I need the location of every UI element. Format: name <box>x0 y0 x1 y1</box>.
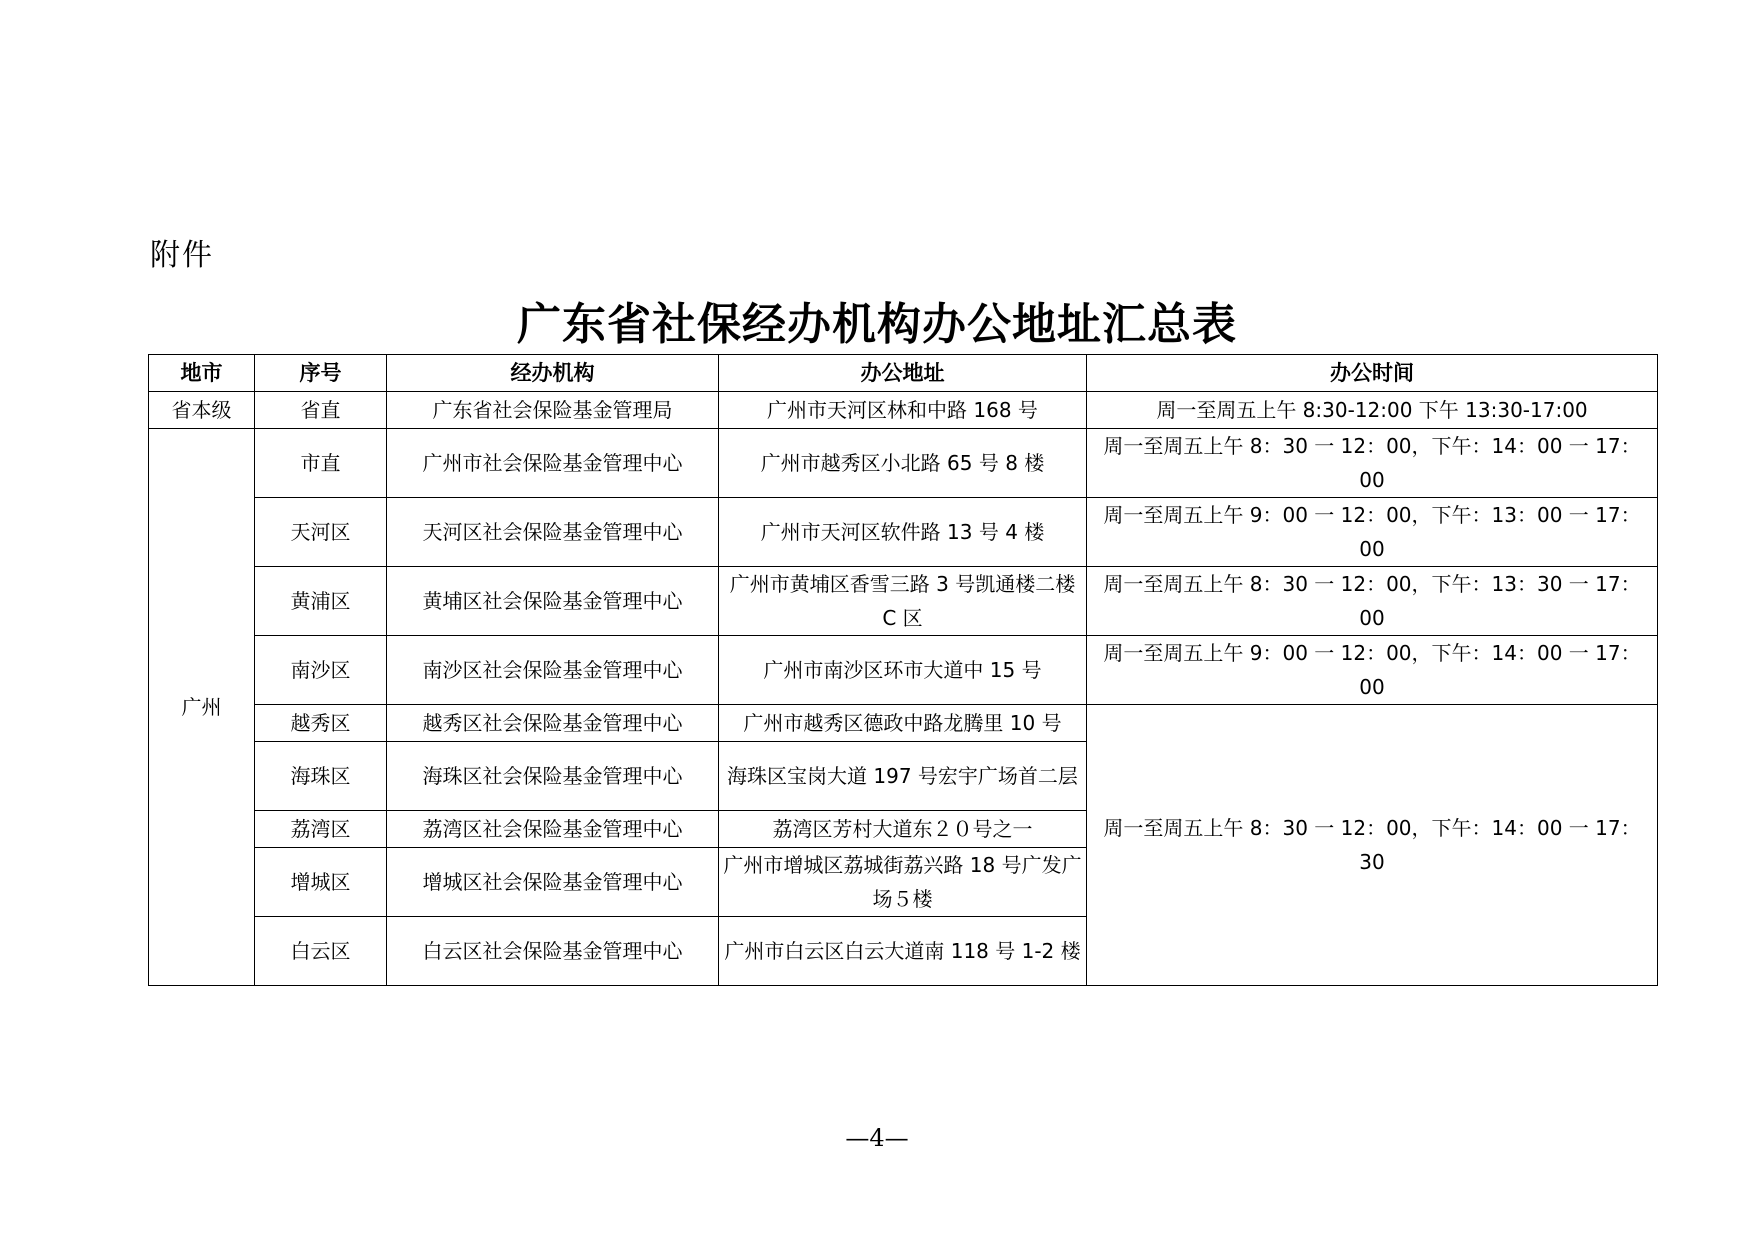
address-cell: 广州市越秀区德政中路龙腾里 10 号 <box>719 705 1087 742</box>
address-cell: 广州市天河区软件路 13 号 4 楼 <box>719 498 1087 567</box>
shared-hours-cell: 周一至周五上午 8：30 一 12：00，下午：14：00 一 17：30 <box>1087 705 1658 986</box>
table-row <box>149 636 1658 705</box>
address-cell: 广州市白云区白云大道南 118 号 1-2 楼 <box>719 917 1087 986</box>
seq-cell: 天河区 <box>255 498 387 567</box>
office-address-table <box>148 354 1658 986</box>
table-row <box>149 567 1658 636</box>
city-cell: 省本级 <box>149 392 255 429</box>
address-cell: 广州市越秀区小北路 65 号 8 楼 <box>719 429 1087 498</box>
address-cell: 广州市增城区荔城街荔兴路 18 号广发广场５楼 <box>719 848 1087 917</box>
agency-cell: 广东省社会保险基金管理局 <box>387 392 719 429</box>
address-cell: 荔湾区芳村大道东２０号之一 <box>719 811 1087 848</box>
seq-cell: 省直 <box>255 392 387 429</box>
agency-cell: 南沙区社会保险基金管理中心 <box>387 636 719 705</box>
header-row <box>149 355 1658 392</box>
hours-cell: 周一至周五上午 8：30 一 12：00，下午：13：30 一 17：00 <box>1087 567 1658 636</box>
address-cell: 海珠区宝岗大道 197 号宏宇广场首二层 <box>719 742 1087 811</box>
seq-cell: 南沙区 <box>255 636 387 705</box>
agency-cell: 广州市社会保险基金管理中心 <box>387 429 719 498</box>
hours-cell: 周一至周五上午 8:30-12:00 下午 13:30-17:00 <box>1087 392 1658 429</box>
agency-cell: 黄埔区社会保险基金管理中心 <box>387 567 719 636</box>
agency-cell: 荔湾区社会保险基金管理中心 <box>387 811 719 848</box>
city-cell: 广州 <box>149 429 255 986</box>
seq-cell: 黄浦区 <box>255 567 387 636</box>
agency-cell: 白云区社会保险基金管理中心 <box>387 917 719 986</box>
address-cell: 广州市天河区林和中路 168 号 <box>719 392 1087 429</box>
address-cell: 广州市南沙区环市大道中 15 号 <box>719 636 1087 705</box>
agency-cell: 天河区社会保险基金管理中心 <box>387 498 719 567</box>
agency-cell: 海珠区社会保险基金管理中心 <box>387 742 719 811</box>
attachment-label: 附件 <box>150 238 214 273</box>
seq-cell: 荔湾区 <box>255 811 387 848</box>
seq-cell: 海珠区 <box>255 742 387 811</box>
table-row <box>149 392 1658 429</box>
table-row <box>149 705 1658 742</box>
address-cell: 广州市黄埔区香雪三路 3 号凯通楼二楼 C 区 <box>719 567 1087 636</box>
seq-cell: 增城区 <box>255 848 387 917</box>
page-number: —4— <box>845 1124 909 1152</box>
header-address: 办公地址 <box>719 355 1087 392</box>
hours-cell: 周一至周五上午 8：30 一 12：00，下午：14：00 一 17：00 <box>1087 429 1658 498</box>
agency-cell: 越秀区社会保险基金管理中心 <box>387 705 719 742</box>
header-agency: 经办机构 <box>387 355 719 392</box>
seq-cell: 白云区 <box>255 917 387 986</box>
table-row <box>149 429 1658 498</box>
agency-cell: 增城区社会保险基金管理中心 <box>387 848 719 917</box>
seq-cell: 市直 <box>255 429 387 498</box>
header-city: 地市 <box>149 355 255 392</box>
table-row <box>149 498 1658 567</box>
seq-cell: 越秀区 <box>255 705 387 742</box>
hours-cell: 周一至周五上午 9：00 一 12：00，下午：13：00 一 17：00 <box>1087 498 1658 567</box>
header-seq: 序号 <box>255 355 387 392</box>
header-hours: 办公时间 <box>1087 355 1658 392</box>
document-title: 广东省社保经办机构办公地址汇总表 <box>517 299 1237 350</box>
hours-cell: 周一至周五上午 9：00 一 12：00，下午：14：00 一 17：00 <box>1087 636 1658 705</box>
